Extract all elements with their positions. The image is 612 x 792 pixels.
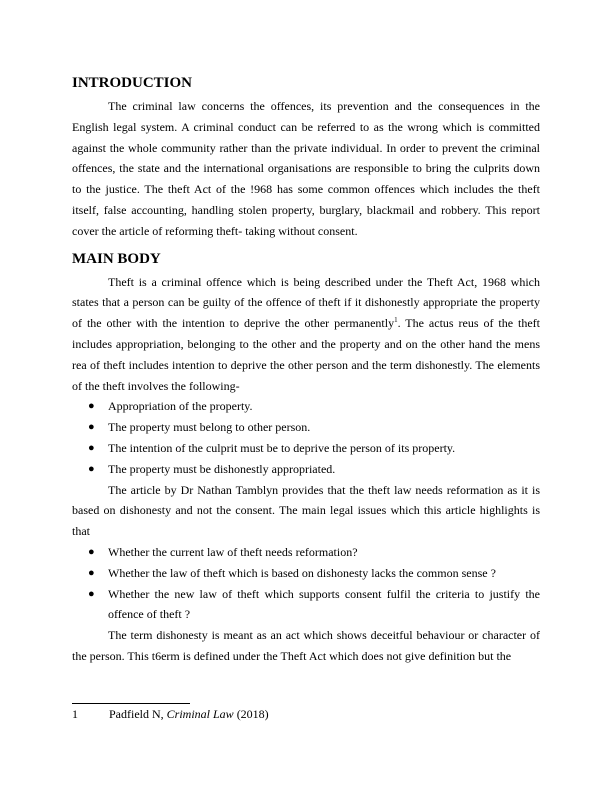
legal-issues-list: [72, 542, 540, 625]
theft-definition-paragraph: [72, 272, 540, 397]
bullet-icon: ●: [88, 462, 95, 475]
document-page: [72, 74, 540, 667]
footnote-title: Criminal Law: [166, 707, 234, 721]
main-body-heading: MAIN BODY: [72, 250, 161, 267]
footnote-year: (2018): [233, 707, 269, 721]
paragraph-text: Theft is a criminal offence which is being described under the Theft Act, 1968 which states that a person can be guilty of the offence of theft if it dishonestly appropriate the property of the other with the intention to deprive the other permanently: [72, 274, 540, 331]
footnote-separator: [72, 703, 190, 704]
list-item: ● The property must be dishonestly appropriated.: [72, 459, 540, 480]
list-item: ● Whether the current law of theft needs reformation?: [72, 542, 540, 563]
theft-elements-list: [72, 396, 540, 479]
list-item: ● Whether the law of theft which is based on dishonesty lacks the common sense ?: [72, 563, 540, 584]
bullet-icon: ●: [88, 566, 95, 579]
bullet-icon: ●: [88, 441, 95, 454]
list-item: ● Whether the new law of theft which supports consent fulfil the criteria to justify the offence of theft ?: [72, 584, 540, 626]
bullet-icon: ●: [88, 400, 95, 413]
article-paragraph: The article by Dr Nathan Tamblyn provides that the theft law needs reformation as it is based on dishonesty and not the consent. The main legal issues which this article highlights is that: [72, 482, 540, 539]
list-item: ● The intention of the culprit must be to deprive the person of its property.: [72, 438, 540, 459]
bullet-icon: ●: [88, 421, 95, 434]
footnote-number: 1: [72, 707, 78, 721]
footnote: [72, 707, 269, 721]
footnote-author: Padfield N,: [109, 707, 167, 721]
bullet-icon: ●: [88, 587, 95, 600]
introduction-heading: INTRODUCTION: [72, 75, 193, 91]
dishonesty-paragraph: The term dishonesty is meant as an act which shows deceitful behaviour or character of the person. This t6erm is defined under the Theft Act which does not give definition but the: [72, 628, 540, 663]
paragraph-text: . The actus reus of the theft includes appropriation, belonging to the other and the property and on the other hand the mens rea of theft includes intention to deprive the other person and the term dishonestly. The elements of the theft involves the following-: [72, 316, 541, 393]
list-item: ● The property must belong to other person.: [72, 417, 540, 438]
list-item: ● Appropriation of the property.: [72, 396, 540, 417]
introduction-paragraph: The criminal law concerns the offences, its prevention and the consequences in the English legal system. A criminal conduct can be referred to as the wrong which is committed against the whole community rather than the private individual. In order to prevent the criminal offences, the state and the international organisations are responsible to bring the culprits down to the justice. The theft Act of the !968 has some common offences which includes the theft itself, false accounting, handling stolen property, burglary, blackmail and robbery. This report cover the article of reforming theft- taking without consent.: [72, 99, 540, 238]
footnote-reference[interactable]: 1: [394, 316, 398, 325]
bullet-icon: ●: [88, 545, 95, 558]
